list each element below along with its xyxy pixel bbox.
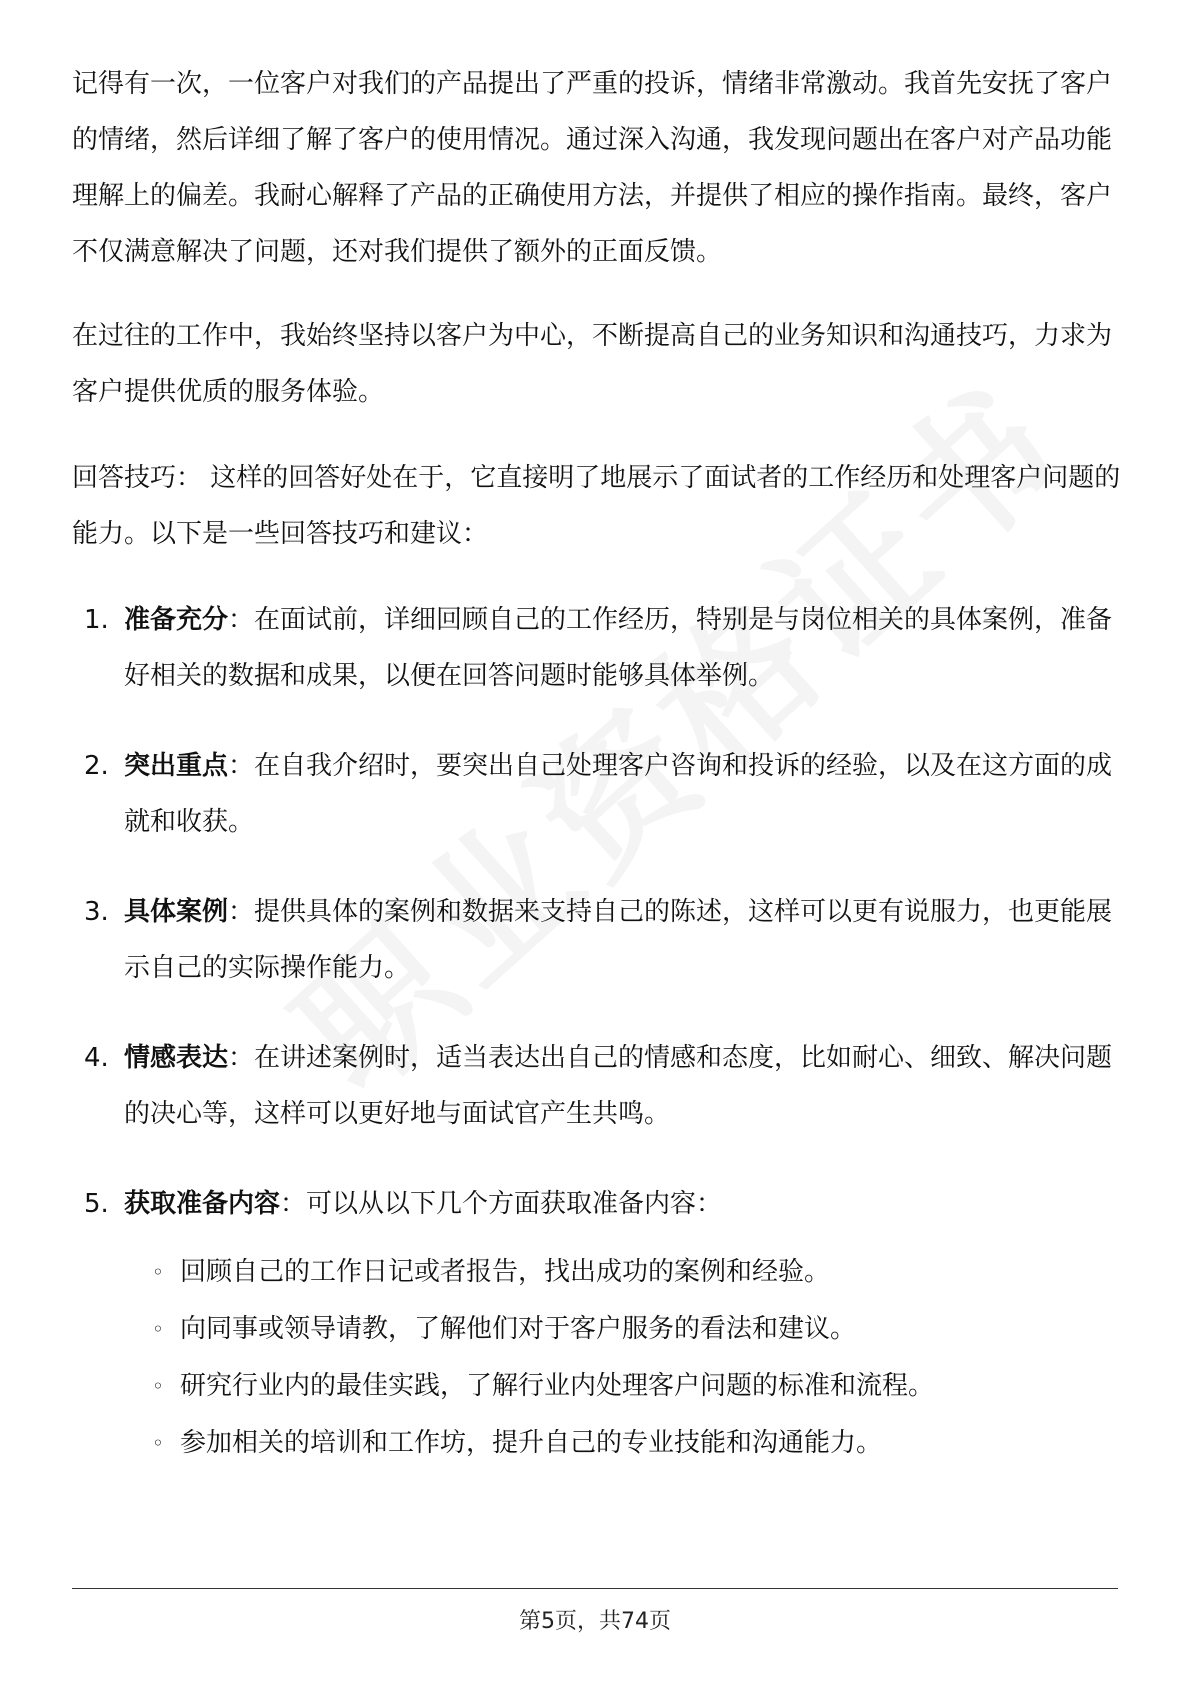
- tip-text: ：提供具体的案例和数据来支持自己的陈述，这样可以更有说服力，也更能展示自己的实际操作能力。: [124, 897, 1113, 983]
- bullet-icon: ◦: [152, 1374, 164, 1398]
- paragraph-answer-tips: 回答技巧： 这样的回答好处在于，它直接明了地展示了面试者的工作经历和处理客户问题的能力。以下是一些回答技巧和建议：: [72, 463, 1121, 549]
- tip-term: 突出重点: [124, 751, 229, 781]
- tip-term: 获取准备内容: [124, 1189, 281, 1219]
- tip-item: [72, 884, 1122, 996]
- sub-item-text: 参加相关的培训和工作坊，提升自己的专业技能和沟通能力。: [180, 1428, 883, 1458]
- bullet-icon: ◦: [152, 1260, 164, 1284]
- tip-item: [72, 592, 1122, 704]
- tip-text: ：在讲述案例时，适当表达出自己的情感和态度，比如耐心、细致、解决问题的决心等，这样可以更好地与面试官产生共鸣。: [124, 1043, 1113, 1129]
- paragraph-summary: 在过往的工作中，我始终坚持以客户为中心，不断提高自己的业务知识和沟通技巧，力求为客户提供优质的服务体验。: [72, 321, 1113, 407]
- tip-term: 情感表达: [124, 1043, 229, 1073]
- tip-term: 准备充分: [124, 605, 229, 635]
- tip-number: 3.: [84, 897, 109, 927]
- tip-number: 1.: [84, 605, 109, 635]
- tip-number: 2.: [84, 751, 109, 781]
- sub-list-item: [124, 1301, 1122, 1358]
- tip-term: 具体案例: [124, 897, 229, 927]
- sub-item-text: 回顾自己的工作日记或者报告，找出成功的案例和经验。: [180, 1257, 831, 1287]
- sub-list: [124, 1244, 1122, 1472]
- tip-text: ：在自我介绍时，要突出自己处理客户咨询和投诉的经验，以及在这方面的成就和收获。: [124, 751, 1113, 837]
- sub-list-item: [124, 1415, 1122, 1472]
- tip-number: 5.: [84, 1189, 109, 1219]
- bullet-icon: ◦: [152, 1431, 164, 1455]
- tip-item: [72, 738, 1122, 850]
- bullet-icon: ◦: [152, 1317, 164, 1341]
- tip-item: [72, 1030, 1122, 1142]
- document-body: [72, 56, 1122, 1506]
- sub-list-item: [124, 1244, 1122, 1301]
- tip-item: [72, 1176, 1122, 1472]
- page-number: 第5页，共74页: [519, 1609, 671, 1634]
- paragraph-story: 记得有一次，一位客户对我们的产品提出了严重的投诉，情绪非常激动。我首先安抚了客户的情绪，然后详细了解了客户的使用情况。通过深入沟通，我发现问题出在客户对产品功能理解上的偏差。我耐心解释了产品的正确使用方法，并提供了相应的操作指南。最终，客户不仅满意解决了问题，还对我们提供了额外的正面反馈。: [72, 69, 1113, 267]
- footer-divider: [72, 1588, 1118, 1589]
- tip-text: ：可以从以下几个方面获取准备内容：: [280, 1189, 723, 1219]
- tip-number: 4.: [84, 1043, 109, 1073]
- sub-item-text: 研究行业内的最佳实践，了解行业内处理客户问题的标准和流程。: [180, 1371, 935, 1401]
- tips-list: [72, 592, 1122, 1472]
- sub-list-item: [124, 1358, 1122, 1415]
- tip-text: ：在面试前，详细回顾自己的工作经历，特别是与岗位相关的具体案例，准备好相关的数据和成果，以便在回答问题时能够具体举例。: [124, 605, 1113, 691]
- sub-item-text: 向同事或领导请教，了解他们对于客户服务的看法和建议。: [180, 1314, 857, 1344]
